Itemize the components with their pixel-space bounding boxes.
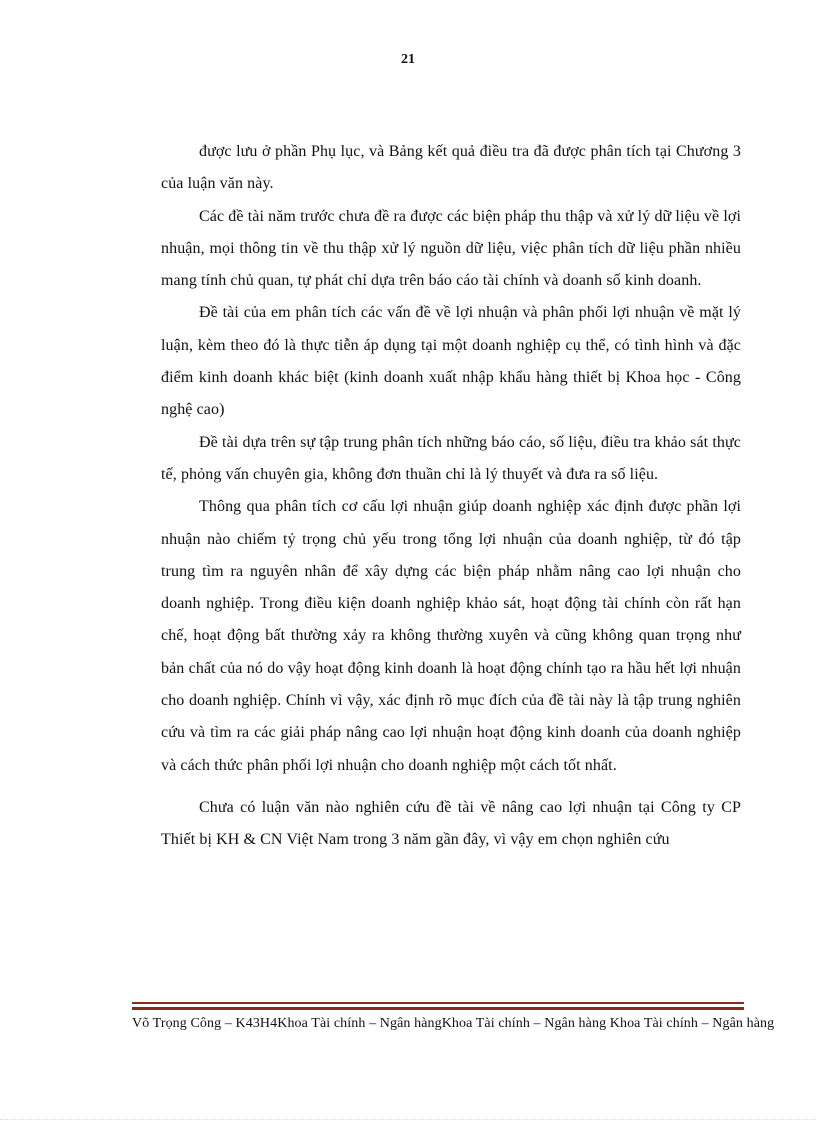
paragraph: Các đề tài năm trước chưa đề ra được các biện pháp thu thập và xử lý dữ liệu về lợi nhuận, mọi thông tin về thu thập xử lý nguồn dữ liệu, việc phân tích dữ liệu phần nhiều mang tính chủ quan, tự phát chỉ dựa trên báo cáo tài chính và doanh số kinh doanh. (161, 207, 741, 290)
paragraph: Chưa có luận văn nào nghiên cứu đề tài về nâng cao lợi nhuận tại Công ty CP Thiết bị KH & CN Việt Nam trong 3 năm gần đây, vì vậy em chọn nghiên cứu (161, 798, 741, 849)
footer-text: Võ Trọng Công – K43H4Khoa Tài chính – Ngân hàngKhoa Tài chính – Ngân hàng Khoa Tài chính – Ngân hàng (132, 1016, 775, 1031)
footer-divider-thick (132, 1007, 744, 1010)
paragraph: Đề tài của em phân tích các vấn đề về lợi nhuận và phân phối lợi nhuận về mặt lý luận, kèm theo đó là thực tiễn áp dụng tại một doanh nghiệp cụ thể, có tình hình và đặc điểm kinh doanh khác biệt (kinh doanh xuất nhập khẩu hàng thiết bị Khoa học - Công nghệ cao) (161, 304, 741, 419)
document-body (161, 136, 741, 857)
paragraph: được lưu ở phần Phụ lục, và Bảng kết quả điều tra đã được phân tích tại Chương 3 của luận văn này. (161, 143, 741, 193)
footer-divider (132, 1002, 744, 1004)
paragraph: Đề tài dựa trên sự tập trung phân tích những báo cáo, số liệu, điều tra khảo sát thực tế, phỏng vấn chuyên gia, không đơn thuần chỉ là lý thuyết và đưa ra số liệu. (161, 433, 741, 483)
paragraph: Thông qua phân tích cơ cấu lợi nhuận giúp doanh nghiệp xác định được phần lợi nhuận nào chiếm tỷ trọng chủ yếu trong tổng lợi nhuận của doanh nghiệp, từ đó tập trung tìm ra nguyên nhân để xây dựng các biện pháp nhằm nâng cao lợi nhuận cho doanh nghiệp. Trong điều kiện doanh nghiệp khảo sát, hoạt động tài chính còn rất hạn chế, hoạt động bất thường xảy ra không thường xuyên và cũng không quan trọng như bản chất của nó do vậy hoạt động kinh doanh là hoạt động chính tạo ra hầu hết lợi nhuận cho doanh nghiệp. Chính vì vậy, xác định rõ mục đích của đề tài này là tập trung nghiên cứu và tìm ra các giải pháp nâng cao lợi nhuận hoạt động kinh doanh của doanh nghiệp và cách thức phân phối lợi nhuận cho doanh nghiệp một cách tốt nhất. (161, 498, 741, 774)
page-number: 21 (401, 52, 415, 67)
page-edge-dotted-line (0, 1119, 816, 1120)
